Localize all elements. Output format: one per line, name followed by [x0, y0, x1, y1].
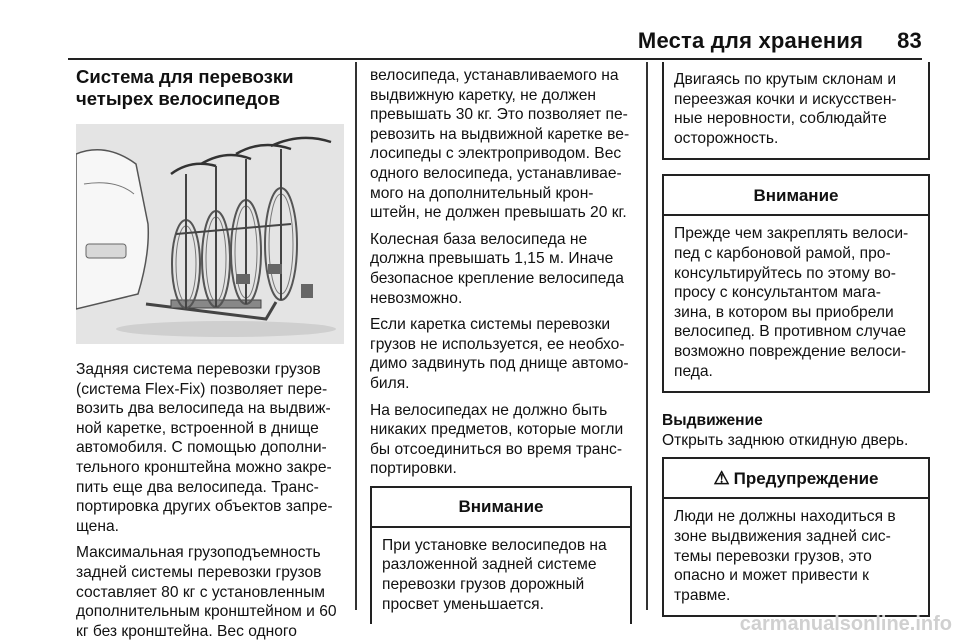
caution-text-2: Прежде чем закреплять велоси-пед с карбоновой рамой, про-консультируйтесь по этому во-просу с консультантом мага-зина, в котором вы приобрели велосипед. В противном случае возможно повреждение велоси-педа.: [674, 225, 909, 380]
caution-title-2: Внимание: [664, 176, 928, 216]
warning-text: Люди не должны находиться в зоне выдвижения задней сис-темы перевозки грузов, это опасно и может привести к травме.: [674, 508, 896, 604]
extend-instruction: Открыть заднюю откидную дверь.: [662, 431, 909, 449]
warning-title: Предупреждение: [733, 468, 879, 488]
caution-box-2: [662, 174, 930, 393]
bike-carrier-illustration: [76, 124, 344, 344]
intro-paragraph: Задняя система перевозки грузов (система Flex-Fix) позволяет пере-возить два велосипеда на выдвиж-ной каретке, встроенной в днище автомобиля. С помощью дополни-тельного кронштейна можно закре-пить еще два велосипеда. Транс-портировка других объектов запре-щена.: [76, 361, 333, 535]
extend-subheading: Выдвижение: [662, 412, 763, 430]
caution-box-1: [370, 486, 632, 624]
warning-triangle-icon: ⚠: [713, 467, 730, 488]
page-title: Места для хранения: [637, 28, 864, 53]
header-divider: [68, 58, 922, 60]
retract-paragraph: Если каретка системы перевозки грузов не используется, ее необхо-димо задвинуть под днище автомо-биля.: [370, 316, 629, 392]
column-divider-2: [646, 62, 648, 610]
page-number: 83: [897, 28, 922, 53]
watermark: carmanualsonline.info: [739, 613, 952, 635]
warning-box: [662, 457, 930, 617]
caution-box-continued: [662, 62, 930, 160]
caution-title: Внимание: [372, 488, 630, 528]
loose-items-paragraph: На велосипедах не должно быть никаких предметов, которые могли бы отсоединиться во время транс-портировки.: [370, 401, 624, 478]
column-1: [76, 66, 344, 642]
caution-continued-text: Двигаясь по крутым склонам и переезжая кочки и искусствен-ные неровности, соблюдайте осторожность.: [674, 71, 897, 147]
section-title-line-1: Система для перевозки: [76, 66, 294, 87]
section-title-line-2: четырех велосипедов: [76, 88, 280, 109]
wheelbase-paragraph: Колесная база велосипеда не должна превышать 1,15 м. Иначе безопасное крепление велосипеда невозможно.: [370, 230, 624, 307]
capacity-paragraph: Максимальная грузоподъемность задней системы перевозки грузов составляет 80 кг с установленным дополнительным кронштейном и 60 кг без кронштейна. Вес одного: [76, 544, 337, 640]
weight-paragraph: велосипеда, устанавливаемого на выдвижную каретку, не должен превышать 30 кг. Это позволяет пе-ревозить на выдвижной каретке ве-лосипеды с электроприводом. Вес одного велосипеда, устанавливае-мого на дополнительный крон-штейн, не должен превышать 20 кг.: [370, 67, 630, 222]
column-divider-1: [355, 62, 357, 610]
warning-header: [664, 459, 928, 499]
column-2: [370, 66, 632, 624]
page-header: [638, 28, 922, 54]
caution-text: При установке велосипедов на разложенной задней системе перевозки грузов дорожный просвет уменьшается.: [382, 536, 607, 613]
column-3: [662, 66, 930, 617]
section-title: [76, 66, 344, 110]
